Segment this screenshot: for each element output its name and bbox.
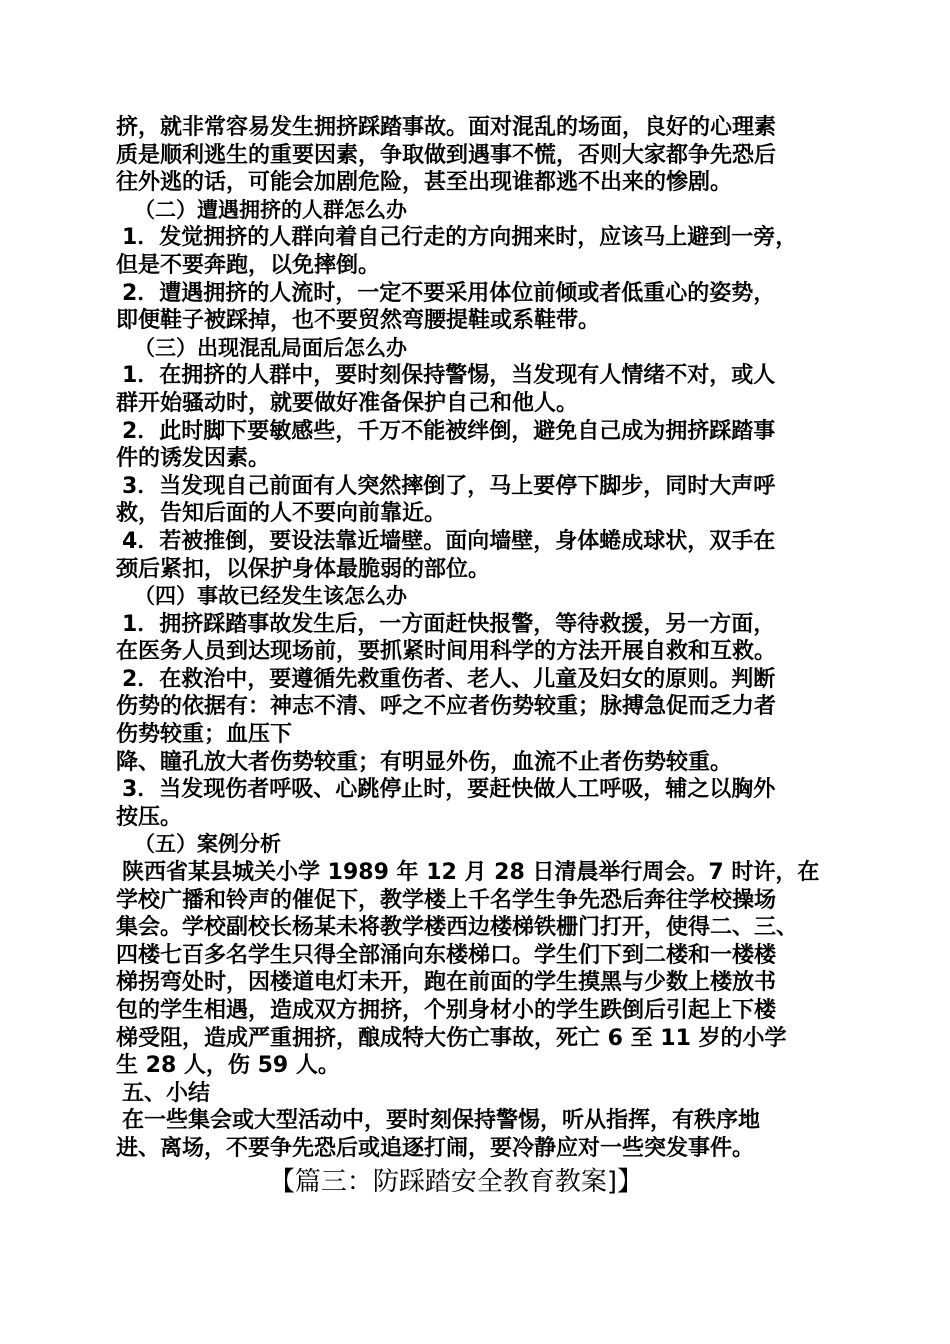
section-heading: （四）事故已经发生该怎么办	[134, 584, 407, 609]
document-page	[116, 114, 846, 1199]
paragraph-line: 3．当发现自己前面有人突然摔倒了，马上要停下脚步，同时大声呼	[122, 473, 776, 499]
paragraph-line: 1．在拥挤的人群中，要时刻保持警惕，当发现有人情绪不对，或人	[122, 363, 776, 389]
section-heading: （三）出现混乱局面后怎么办	[134, 335, 407, 360]
paragraph-line: 进、离场，不要争先恐后或追逐打闹，要冷静应对一些突发事件。	[116, 1135, 755, 1161]
paragraph-line: 生 28 人，伤 59 人。	[116, 1053, 340, 1079]
paragraph-line: 1．发觉拥挤的人群向着自己行走的方向拥来时，应该马上避到一旁，	[122, 225, 798, 251]
paragraph-line: 群开始骚动时，就要做好准备保护自己和他人。	[116, 390, 579, 416]
paragraph-line: 五、小结	[122, 1080, 211, 1106]
paragraph-line: 伤势的依据有：神志不清、呼之不应者伤势较重；脉搏急促而乏力者	[116, 694, 777, 720]
paragraph-line: 包的学生相遇，造成双方拥挤，个别身材小的学生跌倒后引起上下楼	[116, 998, 777, 1023]
paragraph-line: 2．此时脚下要敏感些，千万不能被绊倒，避免自己成为拥挤踩踏事	[122, 418, 776, 444]
paragraph-line: 集会。学校副校长杨某未将教学楼西边楼梯铁栅门打开，使得二、三、	[116, 915, 799, 941]
paragraph-line: 件的诱发因素。	[116, 446, 271, 472]
paragraph-line: 降、瞳孔放大者伤势较重；有明显外伤，血流不止者伤势较重。	[116, 749, 733, 775]
paragraph-line: 按压。	[116, 804, 183, 830]
paragraph-line: 梯拐弯处时，因楼道电灯未开，跑在前面的学生摸黑与少数上楼放书	[116, 970, 777, 996]
paragraph-line: 伤势较重；血压下	[116, 722, 293, 748]
paragraph-line: 1．拥挤踩踏事故发生后，一方面赶快报警，等待救援，另一方面，	[122, 611, 776, 637]
paragraph-line: 在一些集会或大型活动中，要时刻保持警惕，听从指挥，有秩序地	[122, 1108, 761, 1134]
paragraph-line: 陕西省某县城关小学 1989 年 12 月 28 日清晨举行周会。7 时许，在	[122, 860, 820, 886]
paragraph-line: 往外逃的话，可能会加剧危险，甚至出现谁都逃不出来的惨剧。	[116, 170, 733, 196]
section-heading: （二）遭遇拥挤的人群怎么办	[134, 197, 407, 222]
paragraph-line: 颈后紧扣，以保护身体最脆弱的部位。	[116, 556, 491, 582]
paragraph-line: 2．在救治中，要遵循先救重伤者、老人、儿童及妇女的原则。判断	[122, 666, 776, 692]
paragraph-line: 3．当发现伤者呼吸、心跳停止时，要赶快做人工呼吸，辅之以胸外	[122, 777, 776, 803]
paragraph-line: 挤，就非常容易发生拥挤踩踏事故。面对混乱的场面，良好的心理素	[116, 115, 777, 140]
paragraph-line: 梯受阻，造成严重拥挤，酿成特大伤亡事故，死亡 6 至 11 岁的小学	[116, 1025, 787, 1051]
paragraph-line: 在医务人员到达现场前，要抓紧时间用科学的方法开展自救和互救。	[116, 639, 777, 665]
paragraph-line: 质是顺利逃生的重要因素，争取做到遇事不慌，否则大家都争先恐后	[116, 142, 777, 168]
section-title-footer: 【篇三：防踩踏安全教育教案]】	[268, 1166, 644, 1197]
paragraph-line: 但是不要奔跑，以免摔倒。	[116, 252, 381, 278]
section-heading: （五）案例分析	[134, 832, 281, 857]
paragraph-line: 救，告知后面的人不要向前靠近。	[116, 501, 447, 527]
paragraph-line: 4．若被推倒，要设法靠近墙壁。面向墙壁，身体蜷成球状，双手在	[122, 528, 776, 554]
paragraph-line: 学校广播和铃声的催促下，教学楼上千名学生争先恐后奔往学校操场	[116, 887, 777, 913]
paragraph-line: 2．遭遇拥挤的人流时，一定不要采用体位前倾或者低重心的姿势，	[122, 280, 776, 306]
paragraph-line: 即便鞋子被踩掉，也不要贸然弯腰提鞋或系鞋带。	[116, 308, 601, 334]
paragraph-line: 四楼七百多名学生只得全部涌向东楼梯口。学生们下到二楼和一楼楼	[116, 942, 777, 968]
